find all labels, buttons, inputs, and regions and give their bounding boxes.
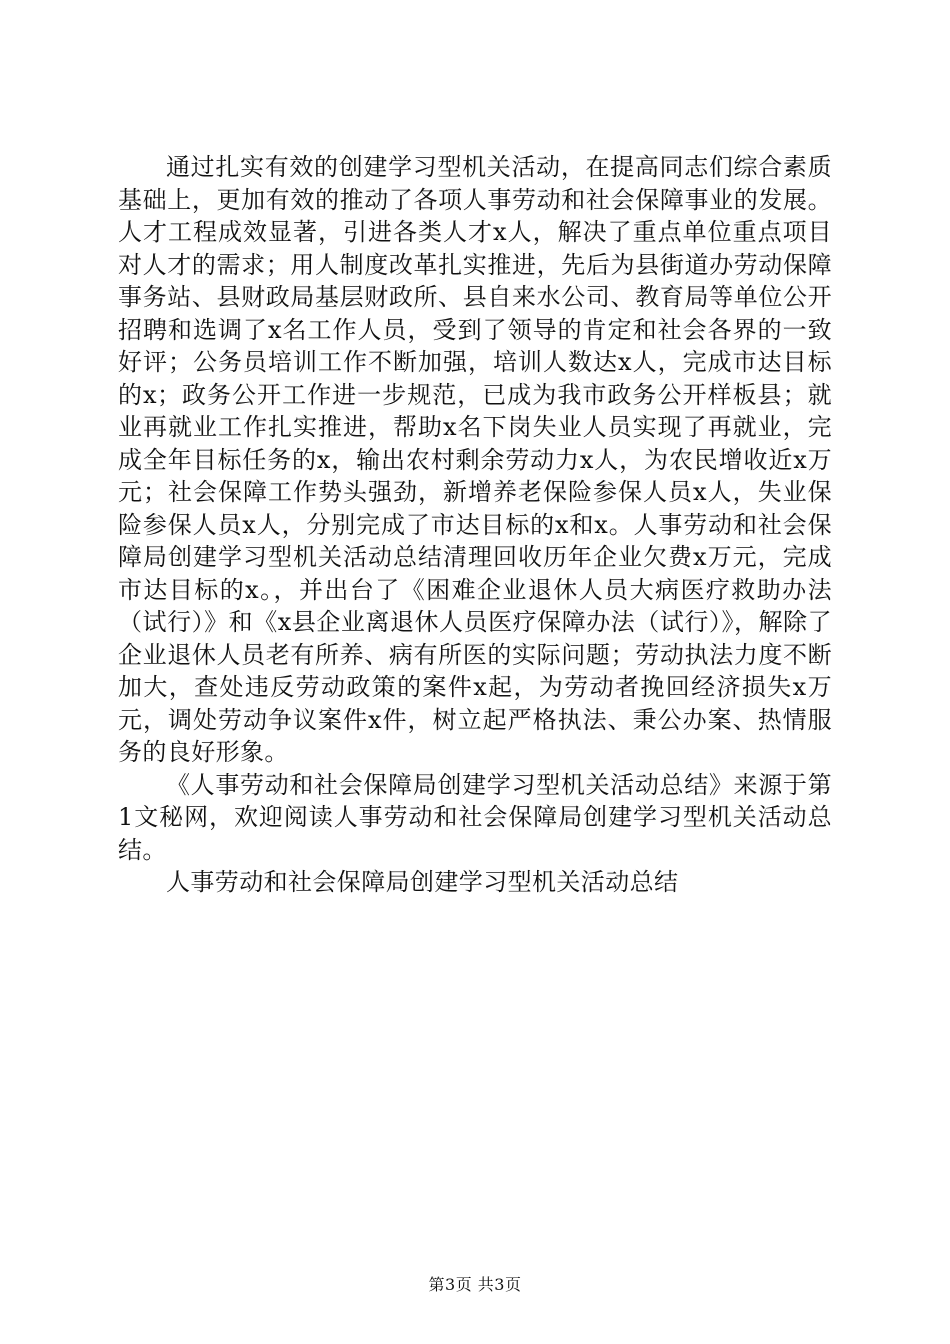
document-body <box>118 151 832 899</box>
body-paragraph-3: 人事劳动和社会保障局创建学习型机关活动总结 <box>166 868 679 896</box>
page-number-footer: 第3页 共3页 <box>428 1275 522 1294</box>
body-paragraph-1: 通过扎实有效的创建学习型机关活动，在提高同志们综合素质基础上，更加有效的推动了各项人事劳动和社会保障事业的发展。人才工程成效显著，引进各类人才x人，解决了重点单位重点项目对人才的需求；用人制度改革扎实推进，先后为县街道办劳动保障事务站、县财政局基层财政所、县自来水公司、教育局等单位公开招聘和选调了x名工作人员，受到了领导的肯定和社会各界的一致好评；公务员培训工作不断加强，培训人数达x人，完成市达目标的x；政务公开工作进一步规范，已成为我市政务公开样板县；就业再就业工作扎实推进，帮助x名下岗失业人员实现了再就业，完成全年目标任务的x，输出农村剩余劳动力x人，为农民增收近x万元；社会保障工作势头强劲，新增养老保险参保人员x人，失业保险参保人员x人，分别完成了市达目标的x和x。人事劳动和社会保障局创建学习型机关活动总结清理回收历年企业欠费x万元，完成市达目标的x。，并出台了《困难企业退休人员大病医疗救助办法（试行）》和《x县企业离退休人员医疗保障办法（试行）》，解除了企业退休人员老有所养、病有所医的实际问题；劳动执法力度不断加大，查处违反劳动政策的案件x起，为劳动者挽回经济损失x万元，调处劳动争议案件x件，树立起严格执法、秉公办案、热情服务的良好形象。 <box>118 153 832 766</box>
body-paragraph-2: 《人事劳动和社会保障局创建学习型机关活动总结》来源于第1文秘网，欢迎阅读人事劳动和社会保障局创建学习型机关活动总结。 <box>118 770 832 864</box>
